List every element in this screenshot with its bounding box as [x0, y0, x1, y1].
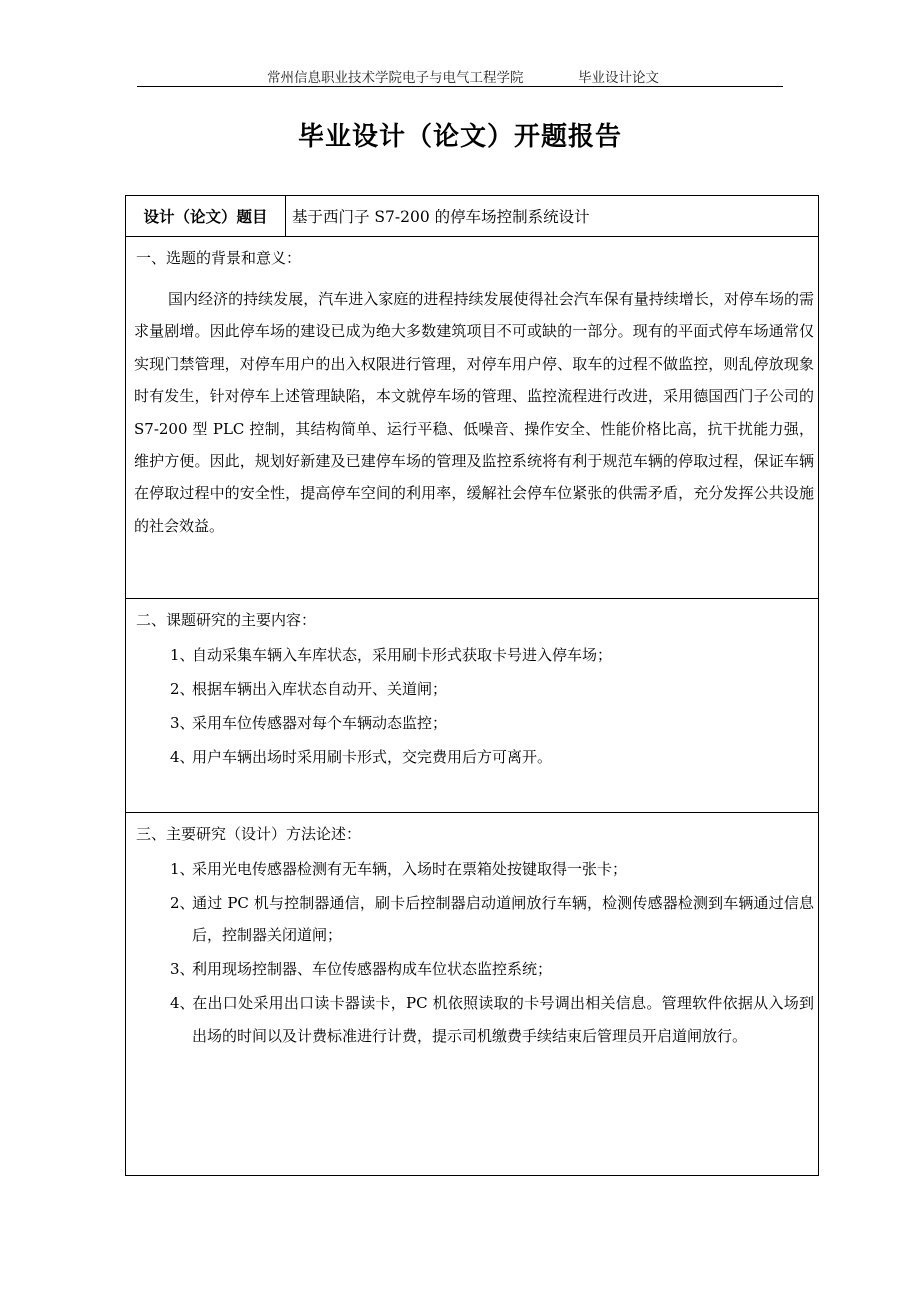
- list-item: [134, 639, 814, 671]
- list-item: [134, 887, 814, 952]
- section-paragraph: 国内经济的持续发展，汽车进入家庭的进程持续发展使得社会汽车保有量持续增长，对停车场的需求量剧增。因此停车场的建设已成为绝大多数建筑项目不可或缺的一部分。现有的平面式停车场通常仅实现门禁管理，对停车用户的出入权限进行管理，对停车用户停、取车的过程不做监控，则乱停放现象时有发生，针对停车上述管理缺陷，本文就停车场的管理、监控流程进行改进，采用德国西门子公司的 S7-200 型 PLC 控制，其结构简单、运行平稳、低噪音、操作安全、性能价格比高，抗干扰能力强，维护方便。因此，规划好新建及已建停车场的管理及监控系统将有利于规范车辆的停取过程，保证车辆在停取过程中的安全性，提高停车空间的利用率，缓解社会停车位紧张的供需矛盾，充分发挥公共设施的社会效益。: [134, 290, 814, 535]
- report-table: [125, 195, 819, 1176]
- header-label: 毕业设计论文: [578, 70, 659, 86]
- list-item-text: 采用车位传感器对每个车辆动态监控；: [192, 714, 448, 732]
- list-item-number: 4、: [170, 994, 195, 1013]
- section-background: [126, 237, 818, 599]
- list-item-text: 利用现场控制器、车位传感器构成车位状态监控系统；: [192, 960, 553, 979]
- list-item-number: 3、: [170, 960, 195, 979]
- methods-list: [134, 853, 814, 1054]
- list-item: [134, 673, 814, 705]
- section-heading: 二、课题研究的主要内容：: [136, 611, 317, 629]
- section-heading: 一、选题的背景和意义：: [136, 249, 302, 267]
- list-item: [134, 741, 814, 773]
- list-item: [134, 953, 814, 985]
- topic-row: [126, 196, 818, 237]
- list-item-text: 自动采集车辆入车库状态，采用刷卡形式获取卡号进入停车场；: [192, 646, 613, 664]
- list-item-number: 1、: [170, 860, 195, 878]
- list-item-number: 4、: [170, 748, 195, 766]
- page-title: 毕业设计（论文）开题报告: [297, 122, 622, 152]
- topic-value: 基于西门子 S7-200 的停车场控制系统设计: [292, 208, 590, 226]
- section-methods: [126, 813, 818, 1175]
- list-item-text: 采用光电传感器检测有无车辆，入场时在票箱处按键取得一张卡；: [192, 860, 628, 878]
- list-item: [134, 707, 814, 739]
- content-list: [134, 639, 814, 775]
- list-item-text: 通过 PC 机与控制器通信，刷卡后控制器启动道闸放行车辆，检测传感器检测到车辆通过信息后，控制器关闭道闸；: [192, 894, 814, 945]
- list-item: [134, 987, 814, 1052]
- list-item-number: 1、: [170, 646, 195, 664]
- list-item-number: 2、: [170, 894, 195, 912]
- list-item-number: 3、: [170, 714, 195, 732]
- section-heading: 三、主要研究（设计）方法论述：: [136, 825, 362, 843]
- school-name: 常州信息职业技术学院电子与电气工程学院: [267, 70, 524, 86]
- section-main-content: [126, 599, 818, 813]
- list-item: [134, 853, 814, 885]
- list-item-text: 根据车辆出入库状态自动开、关道闸；: [192, 680, 448, 698]
- list-item-text: 用户车辆出场时采用刷卡形式，交完费用后方可离开。: [192, 748, 553, 766]
- topic-label: 设计（论文）题目: [126, 196, 286, 236]
- list-item-text: 在出口处采用出口读卡器读卡，PC 机依照读取的卡号调出相关信息。管理软件依据从入场到出场的时间以及计费标准进行计费，提示司机缴费手续结束后管理员开启道闸放行。: [192, 994, 814, 1045]
- list-item-number: 2、: [170, 680, 195, 698]
- page-header: [137, 64, 783, 87]
